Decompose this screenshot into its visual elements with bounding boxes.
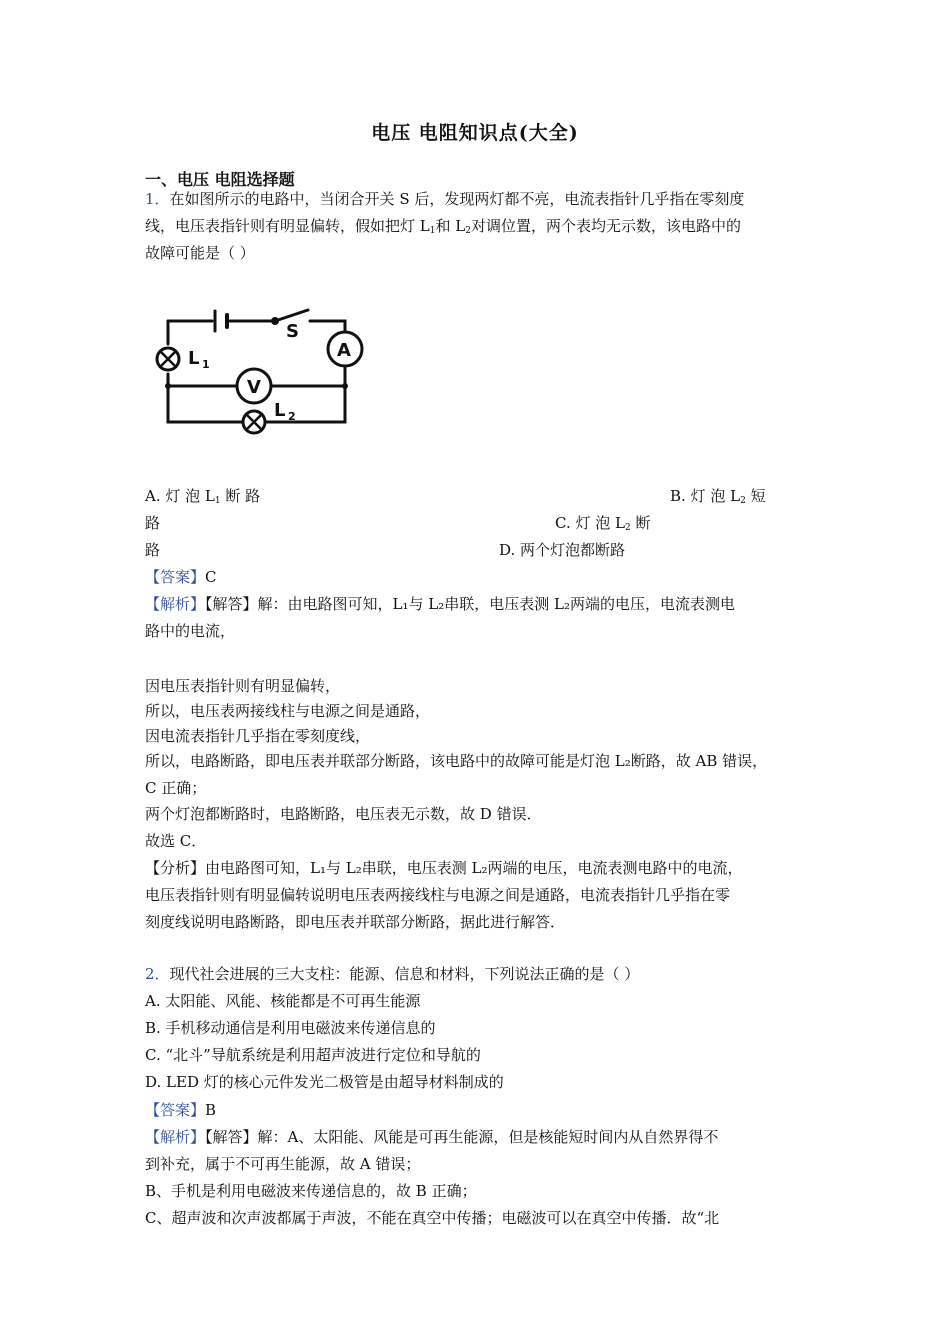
lamp1-sub: 1 — [202, 358, 210, 371]
q1-analysis-line-1: 路中的电流， — [145, 622, 236, 640]
q1-number: 1． — [145, 190, 170, 208]
lamp1-label: L — [188, 348, 200, 369]
q1-sub-2: 2 — [465, 226, 471, 236]
option-c-end: 断 — [630, 514, 651, 532]
option-c-sub: 2 — [624, 523, 631, 533]
q1-analysis-line-7: C 正确； — [145, 779, 207, 797]
q2-analysis-line-2: B、手机是利用电磁波来传递信息的，故 B 正确； — [145, 1182, 477, 1200]
analysis-tag: 【解析】 — [145, 595, 206, 613]
option-a-end: 断 路 — [220, 487, 261, 505]
q2-answer — [145, 1100, 216, 1120]
q1-option-a — [145, 486, 260, 511]
q1-text-2a: 线，电压表指针则有明显偏转，假如把灯 L — [145, 217, 430, 235]
analysis-text: 【解答】解：由电路图可知，L₁与 L₂串联，电压表测 L₂两端的电压，电流表测电 — [205, 595, 735, 613]
answer-tag: 【答案】 — [145, 1101, 206, 1119]
option-a-sub: 1 — [214, 496, 221, 506]
option-b-text: B. 灯 泡 L — [670, 487, 741, 505]
circuit-diagram — [150, 300, 380, 440]
option-b-sub: 2 — [740, 496, 746, 506]
q1-analysis-line-8: 两个灯泡都断路时，电路断路，电压表无示数，故 D 错误． — [145, 805, 542, 823]
q1-text-1: 在如图所示的电路中，当闭合开关 S 后，发现两灯都不亮，电流表指针几乎指在零刻度 — [169, 190, 745, 208]
q2-text: 现代社会进展的三大支柱：能源、信息和材料，下列说法正确的是（ ） — [169, 965, 640, 983]
section-heading: 一、电压 电阻选择题 — [145, 170, 295, 189]
analysis-text: 【解答】解：A、太阳能、风能是可再生能源，但是核能短时间内从自然界得不 — [205, 1128, 719, 1146]
q1-text-2b: 和 L — [435, 217, 466, 235]
q2-option-c: C. “北斗”导航系统是利用超声波进行定位和导航的 — [145, 1046, 481, 1064]
q2-analysis-line-3: C、超声波和次声波都属于声波，不能在真空中传播；电磁波可以在真空中传播．故“北 — [145, 1209, 720, 1227]
lamp2-sub: 2 — [288, 410, 296, 423]
q1-analysis-line-0 — [145, 594, 735, 614]
wire-top-right — [310, 321, 345, 331]
q1-text-2c: 对调位置，两个表均无示数，该电路中的 — [470, 217, 741, 235]
lamp2-label: L — [274, 400, 286, 421]
q1-analysis-line-6: 所以，电路断路，即电压表并联部分断路，该电路中的故障可能是灯泡 L₂断路，故 AB 错误， — [145, 752, 768, 770]
q1-option-c — [555, 513, 651, 538]
q1-line-3: 故障可能是（ ） — [145, 244, 255, 262]
q2-option-a: A. 太阳能、风能、核能都是不可再生能源 — [145, 992, 421, 1010]
answer-value: C — [205, 568, 217, 586]
q1-option-b — [670, 486, 766, 511]
option-c-text: C. 灯 泡 L — [555, 514, 625, 532]
answer-value: B — [205, 1101, 217, 1119]
q1-analysis-line-3: 因电压表指针则有明显偏转， — [145, 677, 341, 695]
q1-analysis-line-10: 【分析】由电路图可知，L₁与 L₂串联，电压表测 L₂两端的电压，电流表测电路中的电流， — [145, 859, 743, 877]
option-a-text: A. 灯 泡 L — [145, 487, 215, 505]
q1-line-2 — [145, 216, 741, 241]
analysis-tag: 【解析】 — [145, 1128, 206, 1146]
q2-analysis-line-0 — [145, 1127, 718, 1147]
option-b-end: 短 — [745, 487, 766, 505]
ammeter-label: A — [337, 340, 351, 361]
q1-option-c-cont: 路 — [145, 541, 161, 559]
q1-option-d: D. 两个灯泡都断路 — [499, 541, 626, 559]
q2-option-b: B. 手机移动通信是利用电磁波来传递信息的 — [145, 1019, 436, 1037]
answer-tag: 【答案】 — [145, 568, 206, 586]
q1-analysis-line-5: 因电流表指针几乎指在零刻度线， — [145, 727, 371, 745]
q1-analysis-line-11: 电压表指针则有明显偏转说明电压表两接线柱与电源之间是通路，电流表指针几乎指在零 — [145, 886, 731, 904]
switch-label: S — [286, 321, 299, 342]
q1-answer — [145, 567, 217, 587]
q1-sub-1: 1 — [429, 226, 436, 236]
q2-line-1 — [145, 964, 639, 984]
junction-left — [165, 383, 171, 389]
q2-option-d: D. LED 灯的核心元件发光二极管是由超导材料制成的 — [145, 1073, 504, 1091]
q1-line-1 — [145, 189, 744, 209]
lamp1-cross — [160, 351, 176, 367]
q1-analysis-line-9: 故选 C． — [145, 832, 207, 850]
switch-blade — [275, 310, 308, 321]
q2-analysis-line-1: 到补充，属于不可再生能源，故 A 错误； — [145, 1155, 421, 1173]
q1-analysis-line-12: 刻度线说明电路断路，即电压表并联部分断路，据此进行解答． — [145, 913, 566, 931]
voltmeter-label: V — [247, 377, 261, 398]
q1-option-b-cont: 路 — [145, 514, 161, 532]
q2-number: 2． — [145, 965, 170, 983]
page-title: 电压 电阻知识点(大全) — [371, 122, 579, 144]
junction-right — [342, 383, 348, 389]
q1-analysis-line-4: 所以，电压表两接线柱与电源之间是通路， — [145, 702, 431, 720]
